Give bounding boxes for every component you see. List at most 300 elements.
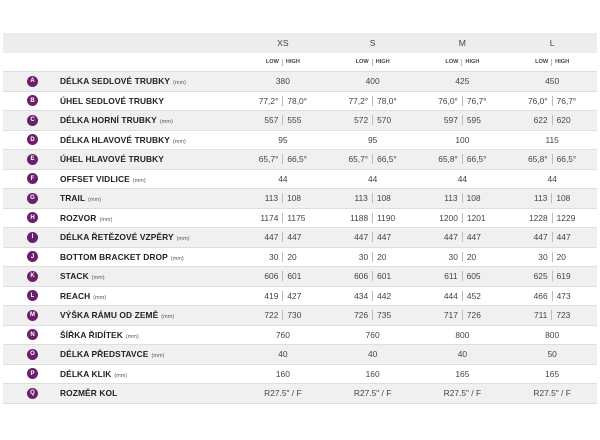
divider [462,115,463,125]
table-row [3,111,597,131]
divider [282,310,283,320]
value: 44 [457,173,468,184]
low-value: 1174 [260,212,279,223]
letter-badge: G [27,193,38,204]
measurement-name [60,76,186,86]
high-value: 20 [556,251,566,262]
table-row [3,72,597,92]
unit-label: (mm) [114,372,128,379]
value-cell [238,369,328,379]
divider [372,291,373,301]
letter-badge: D [27,134,38,145]
size-header-l: L [549,38,555,48]
value: 44 [367,173,378,184]
table-row [3,384,597,404]
low-value: 419 [264,290,279,301]
row-label [3,212,238,223]
value: 160 [275,368,290,379]
divider [372,193,373,203]
value-cell [507,76,597,86]
row-label [3,329,238,340]
letter-badge: A [27,76,38,87]
value-cell [418,252,508,262]
divider [372,232,373,242]
measurement-name [60,252,184,262]
row-label [3,134,238,145]
value-cell [418,271,508,281]
value-cell [418,174,508,184]
value: R27.5" / F [353,388,392,399]
letter-badge: F [27,173,38,184]
divider [372,213,373,223]
value-cell [418,291,508,301]
divider [282,154,283,164]
letter-badge: K [27,271,38,282]
value-cell [418,96,508,106]
value-cell [238,252,328,262]
low-high-label [507,59,597,66]
value-cell [507,291,597,301]
value-cell [507,213,597,223]
high-value: 66,5° [377,154,397,165]
low-value: 65,7° [348,154,369,165]
measurement-name [60,310,174,320]
table-row [3,228,597,248]
high-value: 619 [556,271,571,282]
value: 450 [545,76,560,87]
unit-label: (mm) [125,333,139,340]
divider [282,213,283,223]
low-value: 606 [264,271,279,282]
value-cell [507,115,597,125]
value: R27.5" / F [533,388,571,399]
divider [372,310,373,320]
measurement-name-text: STACK [60,271,89,282]
low-label: LOW [445,59,459,65]
low-value: 65,8° [527,154,548,165]
low-label: LOW [355,59,369,65]
unit-label: (mm) [99,216,113,223]
value: 760 [365,329,380,340]
low-high-label [238,59,328,66]
high-value: 730 [287,310,302,321]
value-cell [238,135,328,145]
divider [552,291,553,301]
value-cell [238,154,328,164]
high-value: 108 [556,193,571,204]
low-value: 77,2° [258,95,279,106]
divider [552,96,553,106]
value-cell [328,271,418,281]
high-label: HIGH [465,59,480,65]
value-cell [418,154,508,164]
divider [552,115,553,125]
table-row [3,131,597,151]
value-cell [328,76,418,86]
value-cell [418,213,508,223]
high-value: 108 [376,193,391,204]
value: 165 [545,368,560,379]
unit-label: (mm) [173,80,187,87]
high-value: 108 [466,193,481,204]
measurement-name [60,154,164,164]
divider [462,252,463,262]
value: R27.5" / F [264,388,302,399]
value-cell [328,213,418,223]
unit-label: (mm) [159,119,173,126]
low-value: 30 [448,251,458,262]
measurement-name [60,349,164,359]
low-value: 557 [264,115,279,126]
high-value: 1190 [377,212,396,223]
low-value: 572 [354,115,369,126]
low-value: 76,0° [438,95,458,106]
divider [551,193,552,203]
high-value: 447 [556,232,571,243]
value-cell [238,213,328,223]
low-value: 466 [533,290,548,301]
high-value: 595 [466,115,481,126]
row-label [3,271,238,282]
divider [282,232,283,242]
measurement-name-text: OFFSET VIDLICE [60,173,130,184]
low-value: 113 [533,193,548,204]
measurement-name [60,369,127,379]
value-cell [418,310,508,320]
letter-badge: P [27,368,38,379]
size-header-s: S [369,38,376,48]
letter-badge: Q [27,388,38,399]
measurement-name-text: DÉLKA HORNÍ TRUBKY [60,115,157,126]
value: 760 [275,329,290,340]
divider [372,252,373,262]
high-value: 555 [287,115,302,126]
value: 380 [275,76,290,87]
low-value: 30 [358,251,369,262]
measurement-name [60,388,117,398]
value-cell [507,330,597,340]
table-row [3,248,597,268]
letter-badge: C [27,115,38,126]
measurement-name-text: DÉLKA KLIK [60,368,112,379]
value-cell [238,310,328,320]
divider [372,154,373,164]
divider [372,271,373,281]
table-row [3,209,597,229]
value-cell [328,135,418,145]
row-label [3,310,238,321]
measurement-name-text: DÉLKA ŘETĚZOVÉ VZPĚRY [60,232,174,243]
value-cell [507,96,597,106]
value-cell [238,330,328,340]
value-cell [328,388,418,398]
divider [372,115,373,125]
low-value: 611 [444,271,458,282]
value-cell [507,349,597,359]
high-value: 76,7° [466,95,487,106]
measurement-name [60,291,106,301]
divider [551,59,552,66]
value-cell [507,369,597,379]
value: 95 [278,134,288,145]
row-label [3,193,238,204]
letter-badge: H [27,212,38,223]
low-value: 77,2° [348,95,369,106]
high-value: 427 [287,290,302,301]
value-cell [507,174,597,184]
low-value: 30 [538,251,548,262]
value: 165 [455,368,470,379]
measurement-name [60,174,146,184]
row-label [3,95,238,106]
table-row [3,189,597,209]
divider [372,59,373,66]
unit-label: (mm) [172,138,186,145]
low-value: 622 [533,115,548,126]
value-cell [507,232,597,242]
table-row [3,287,597,307]
value-cell [418,115,508,125]
divider [552,213,553,223]
value-cell [238,193,328,203]
low-value: 30 [269,251,279,262]
divider [462,213,463,223]
row-label [3,76,238,87]
unit-label: (mm) [151,353,165,360]
low-value: 625 [533,271,548,282]
high-value: 601 [287,271,302,282]
high-label: HIGH [555,59,570,65]
value: 800 [545,329,560,340]
low-value: 447 [533,232,548,243]
value: 800 [455,329,470,340]
measurement-name-text: REACH [60,290,91,301]
value: 100 [455,134,470,145]
row-label [3,154,238,165]
low-value: 113 [354,193,368,204]
unit-label: (mm) [176,236,190,243]
low-value: 434 [354,290,369,301]
table-row [3,306,597,326]
divider [282,96,283,106]
row-label [3,290,238,301]
value: 40 [278,349,288,360]
measurement-name [60,232,190,242]
high-value: 1229 [556,212,576,223]
table-row [3,267,597,287]
low-label: LOW [265,59,279,65]
value: 95 [367,134,378,145]
value: 40 [457,349,468,360]
value-cell [507,388,597,398]
divider [282,59,283,66]
high-value: 605 [466,271,481,282]
row-label [3,349,238,360]
value-cell [507,271,597,281]
value-cell [418,193,508,203]
measurement-name-text: DÉLKA SEDLOVÉ TRUBKY [60,76,171,87]
low-value: 597 [443,115,458,126]
divider [462,291,463,301]
high-value: 78,0° [287,95,308,106]
high-value: 20 [466,251,477,262]
value-cell [418,135,508,145]
row-label [3,251,238,262]
low-value: 113 [444,193,458,204]
table-row [3,365,597,385]
unit-label: (mm) [93,294,107,301]
low-high-label [328,59,418,66]
high-value: 726 [466,310,481,321]
high-value: 20 [377,251,387,262]
value: 50 [547,349,557,360]
value-cell [238,349,328,359]
low-value: 447 [443,232,458,243]
value-cell [418,330,508,340]
low-value: 726 [354,310,369,321]
measurement-name-text: ŠÍŘKA ŘIDÍTEK [60,329,123,340]
divider [282,193,283,203]
unit-label: (mm) [161,314,175,321]
high-label: HIGH [285,59,300,65]
geometry-table [3,33,597,404]
divider [462,271,463,281]
high-value: 78,0° [377,95,397,106]
size-header-m: M [458,38,466,48]
value: R27.5" / F [443,388,482,399]
row-label [3,232,238,243]
value-cell [328,252,418,262]
value-cell [507,252,597,262]
divider [462,310,463,320]
low-value: 447 [354,232,369,243]
value: 115 [545,134,559,145]
high-value: 1175 [287,212,306,223]
divider [462,96,463,106]
measurement-name-text: DÉLKA HLAVOVÉ TRUBKY [60,134,170,145]
value-cell [507,193,597,203]
low-value: 717 [443,310,458,321]
value: 425 [455,76,470,87]
letter-badge: B [27,95,38,106]
table-row [3,170,597,190]
letter-badge: N [27,329,38,340]
value: 400 [365,76,380,87]
value-cell [238,388,328,398]
high-value: 473 [556,290,571,301]
geometry-rows [3,72,597,404]
measurement-name-text: VÝŠKA RÁMU OD ZEMĚ [60,310,159,321]
measurement-name [60,135,186,145]
value-cell [328,232,418,242]
low-value: 65,8° [438,154,458,165]
high-value: 442 [377,290,392,301]
value: 44 [547,173,557,184]
table-row [3,92,597,112]
divider [552,154,553,164]
divider [372,96,373,106]
value-cell [507,310,597,320]
low-value: 1188 [350,212,369,223]
low-value: 444 [443,290,458,301]
value-cell [328,369,418,379]
unit-label: (mm) [88,197,102,204]
measurement-name-text: TRAIL [60,193,86,204]
high-value: 76,7° [556,95,577,106]
low-value: 1228 [528,212,548,223]
value-cell [418,76,508,86]
size-header-row [3,33,597,53]
high-value: 620 [556,115,571,126]
low-value: 65,7° [258,154,279,165]
divider [462,154,463,164]
divider [551,310,552,320]
value-cell [328,174,418,184]
low-high-header-row [3,53,597,72]
low-value: 1200 [439,212,458,223]
divider [282,291,283,301]
high-value: 723 [556,310,571,321]
low-label: LOW [535,59,549,65]
unit-label: (mm) [132,177,146,184]
value-cell [418,369,508,379]
high-value: 108 [287,193,302,204]
value-cell [507,135,597,145]
value: 160 [365,368,380,379]
measurement-name [60,115,173,125]
letter-badge: J [27,251,38,262]
low-value: 606 [354,271,369,282]
row-label [3,173,238,184]
high-value: 66,5° [466,154,487,165]
value-cell [238,115,328,125]
row-label [3,115,238,126]
value-cell [238,271,328,281]
value-cell [238,96,328,106]
high-value: 66,5° [556,154,577,165]
low-high-label [418,59,508,66]
value: 40 [367,349,378,360]
divider [282,115,283,125]
high-value: 570 [377,115,392,126]
high-value: 447 [287,232,302,243]
measurement-name-text: DÉLKA PŘEDSTAVCE [60,349,149,360]
letter-badge: E [27,154,38,165]
measurement-name-text: ÚHEL SEDLOVÉ TRUBKY [60,95,165,106]
value-cell [507,154,597,164]
measurement-name-text: ÚHEL HLAVOVÉ TRUBKY [60,154,164,165]
value: 44 [278,173,288,184]
measurement-name-text: BOTTOM BRACKET DROP [60,251,168,262]
measurement-name-text: ROZMĚR KOL [60,388,118,399]
value-cell [238,76,328,86]
value-cell [418,232,508,242]
low-value: 447 [264,232,279,243]
value-cell [328,115,418,125]
high-value: 447 [377,232,392,243]
high-value: 601 [377,271,392,282]
high-value: 1201 [466,212,486,223]
value-cell [328,310,418,320]
divider [461,59,462,66]
measurement-name [60,213,112,223]
unit-label: (mm) [91,275,105,282]
divider [462,232,463,242]
high-label: HIGH [375,59,390,65]
value-cell [328,349,418,359]
unit-label: (mm) [170,255,184,262]
value-cell [238,291,328,301]
